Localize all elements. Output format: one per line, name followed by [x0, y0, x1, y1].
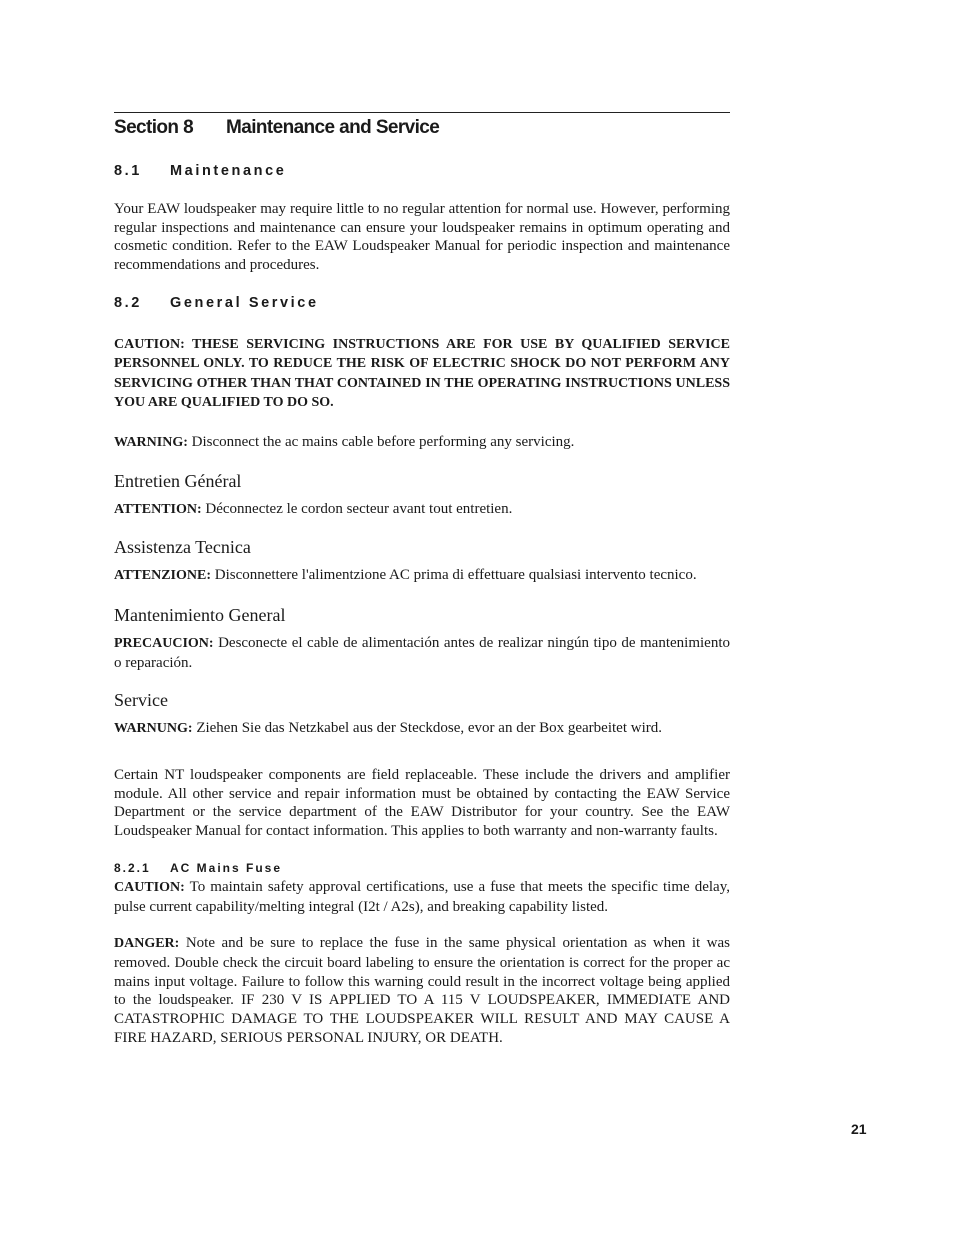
maintenance-title: Maintenance	[170, 163, 287, 179]
section-heading	[114, 117, 730, 139]
warning-text: Disconnect the ac mains cable before performing any servicing.	[187, 433, 575, 450]
italian-label: ATTENZIONE:	[114, 568, 211, 584]
warning-paragraph	[114, 433, 730, 453]
italian-paragraph	[114, 566, 730, 586]
fuse-caution-label: CAUTION:	[114, 879, 185, 895]
french-text: Déconnectez le cordon secteur avant tout entretien.	[201, 500, 513, 517]
danger-text: Note and be sure to replace the fuse in the same physical orientation as when it was removed. Double check the circuit board labeling to ensure the orientation is correct for the proper ac mains input voltage. Failure to follow this warning could result in the incorrect voltage being applied to the loudspeaker. IF 230 V IS APPLIED TO A 115 V LOUDSPEAKER, IMMEDIATE AND CATASTROPHIC DAMAGE TO THE LOUDSPEAKER WILL RESULT AND MAY CAUSE A FIRE HAZARD, SERIOUS PERSONAL INJURY, OR DEATH.	[114, 935, 730, 1046]
spanish-text: Desconecte el cable de alimentación antes de realizar ningún tipo de mantenimiento o reparación.	[114, 634, 730, 671]
caution-paragraph: CAUTION: THESE SERVICING INSTRUCTIONS ARE FOR USE BY QUALIFIED SERVICE PERSONNEL ONLY. TO REDUCE THE RISK OF ELECTRIC SHOCK DO NOT PERFORM ANY SERVICING OTHER THAN THAT CONTAINED IN THE OPERATING INSTRUCTIONS UNLESS YOU ARE QUALIFIED TO DO SO.	[114, 336, 730, 411]
danger-label: DANGER:	[114, 936, 180, 952]
german-text: Ziehen Sie das Netzkabel aus der Steckdose, evor an der Box gearbeitet wird.	[192, 720, 662, 737]
german-paragraph	[114, 719, 730, 739]
warning-label: WARNING:	[114, 434, 188, 450]
maintenance-heading	[114, 163, 730, 179]
french-label: ATTENTION:	[114, 501, 202, 517]
ac-mains-fuse-number: 8.2.1	[114, 860, 151, 875]
french-paragraph	[114, 500, 730, 520]
ac-mains-fuse-title: AC Mains Fuse	[170, 860, 283, 875]
danger-paragraph	[114, 934, 730, 1047]
general-service-heading	[114, 295, 730, 311]
spanish-heading: Mantenimiento General	[114, 604, 286, 625]
french-heading: Entretien Général	[114, 470, 242, 491]
section-rule	[114, 112, 730, 113]
section-title: Maintenance and Service	[226, 117, 440, 138]
german-heading: Service	[114, 690, 168, 711]
general-service-title: General Service	[170, 294, 319, 311]
italian-heading: Assistenza Tecnica	[114, 537, 251, 558]
spanish-label: PRECAUCION:	[114, 635, 214, 651]
maintenance-body: Your EAW loudspeaker may require little to no regular attention for normal use. However, performing regular inspections and maintenance can ensure your loudspeaker remains in optimum operating and cosmetic condition. Refer to the EAW Loudspeaker Manual for periodic inspection and maintenance recommendations and procedures.	[114, 201, 730, 274]
general-service-number: 8.2	[114, 294, 142, 311]
spanish-paragraph	[114, 634, 730, 672]
ac-mains-fuse-heading	[114, 861, 730, 875]
field-replaceable-paragraph: Certain NT loudspeaker components are field replaceable. These include the drivers and amplifier module. All other service and repair information must be obtained by contacting the EAW Service Department or the service department of the EAW Distributor for your country. See the EAW Loudspeaker Manual for contact information. This applies to both warranty and non-warranty faults.	[114, 767, 730, 840]
section-number: Section 8	[114, 117, 194, 138]
german-label: WARNUNG:	[114, 721, 193, 737]
maintenance-number: 8.1	[114, 163, 142, 179]
fuse-caution-text: To maintain safety approval certifications, use a fuse that meets the specific time delay, pulse current capability/melting integral (I2t / A2s), and breaking capability listed.	[114, 878, 730, 915]
page-content	[114, 112, 730, 1047]
italian-text: Disconnettere l'alimentzione AC prima di effettuare qualsiasi intervento tecnico.	[210, 567, 697, 584]
fuse-caution-paragraph	[114, 878, 730, 916]
page-number: 21	[851, 1121, 867, 1137]
